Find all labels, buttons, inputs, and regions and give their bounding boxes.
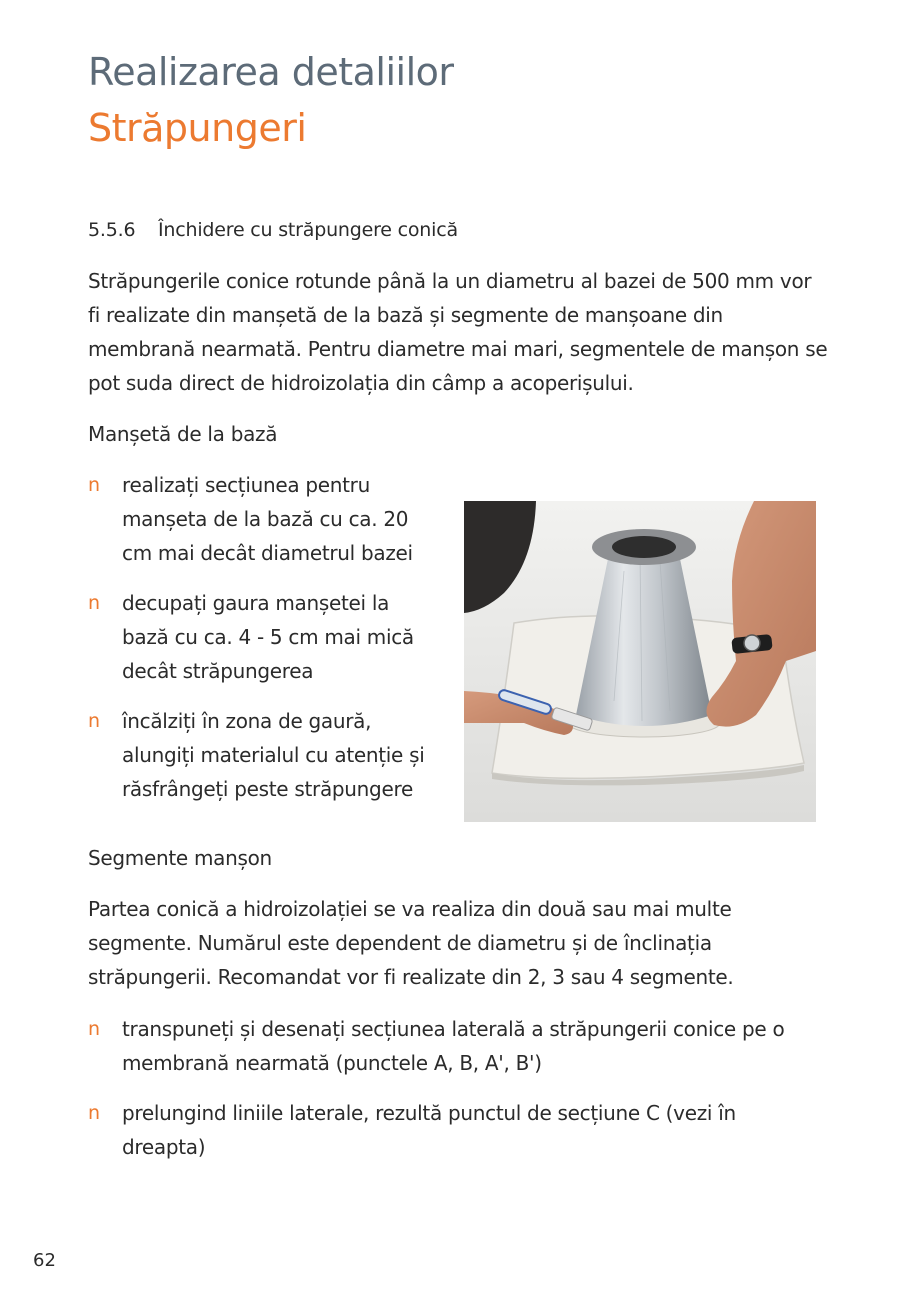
list-item — [88, 1096, 788, 1164]
list-item — [88, 586, 438, 688]
segments-heading: Segmente manșon — [88, 846, 272, 870]
bullet-icon: n — [88, 1018, 100, 1040]
base-cuff-list — [88, 468, 438, 806]
bullet-icon: n — [88, 474, 100, 496]
section-title: Închidere cu străpungere conică — [158, 219, 458, 241]
page-subtitle: Străpungeri — [88, 106, 307, 150]
section-heading — [88, 216, 458, 244]
bullet-icon: n — [88, 592, 100, 614]
cone-opening — [612, 536, 676, 558]
bullet-text: încălziți în zona de gaură, alungiți materialul cu atenție și răsfrângeți peste străpungere — [122, 709, 425, 801]
page-title: Realizarea detaliilor — [88, 50, 454, 94]
bullet-text: decupați gaura manșetei la bază cu ca. 4 - 5 cm mai mică decât străpungerea — [122, 591, 414, 683]
watch — [744, 635, 760, 651]
cone-flashing-photo — [464, 501, 816, 822]
section-number: 5.5.6 — [88, 219, 136, 241]
bullet-icon: n — [88, 1102, 100, 1124]
list-item — [88, 1012, 788, 1080]
bullet-text: realizați secțiunea pentru manșeta de la bază cu ca. 20 cm mai decât diametrul bazei — [122, 473, 413, 565]
page-number: 62 — [33, 1250, 56, 1271]
bullet-text: transpuneți și desenați secțiunea laterală a străpungerii conice pe o membrană nearmată (punctele A, B, A', B') — [122, 1017, 785, 1075]
bullet-icon: n — [88, 710, 100, 732]
list-item — [88, 468, 438, 570]
segments-list — [88, 1012, 788, 1164]
segments-paragraph: Partea conică a hidroizolației se va realiza din două sau mai multe segmente. Numărul este dependent de diametru și de înclinația străpungerii. Recomandat vor fi realizate din 2, 3 sau 4 segmente. — [88, 897, 734, 989]
photo-illustration — [464, 501, 816, 822]
base-cuff-heading: Manșetă de la bază — [88, 422, 278, 446]
bullet-text: prelungind liniile laterale, rezultă punctul de secțiune C (vezi în dreapta) — [122, 1101, 736, 1159]
list-item — [88, 704, 438, 806]
intro-paragraph: Străpungerile conice rotunde până la un diametru al bazei de 500 mm vor fi realizate din manșetă de la bază și segmente de manșoane din membrană nearmată. Pentru diametre mai mari, segmentele de manșon se pot suda direct de hidroizolația din câmp a acoperișului. — [88, 269, 828, 395]
